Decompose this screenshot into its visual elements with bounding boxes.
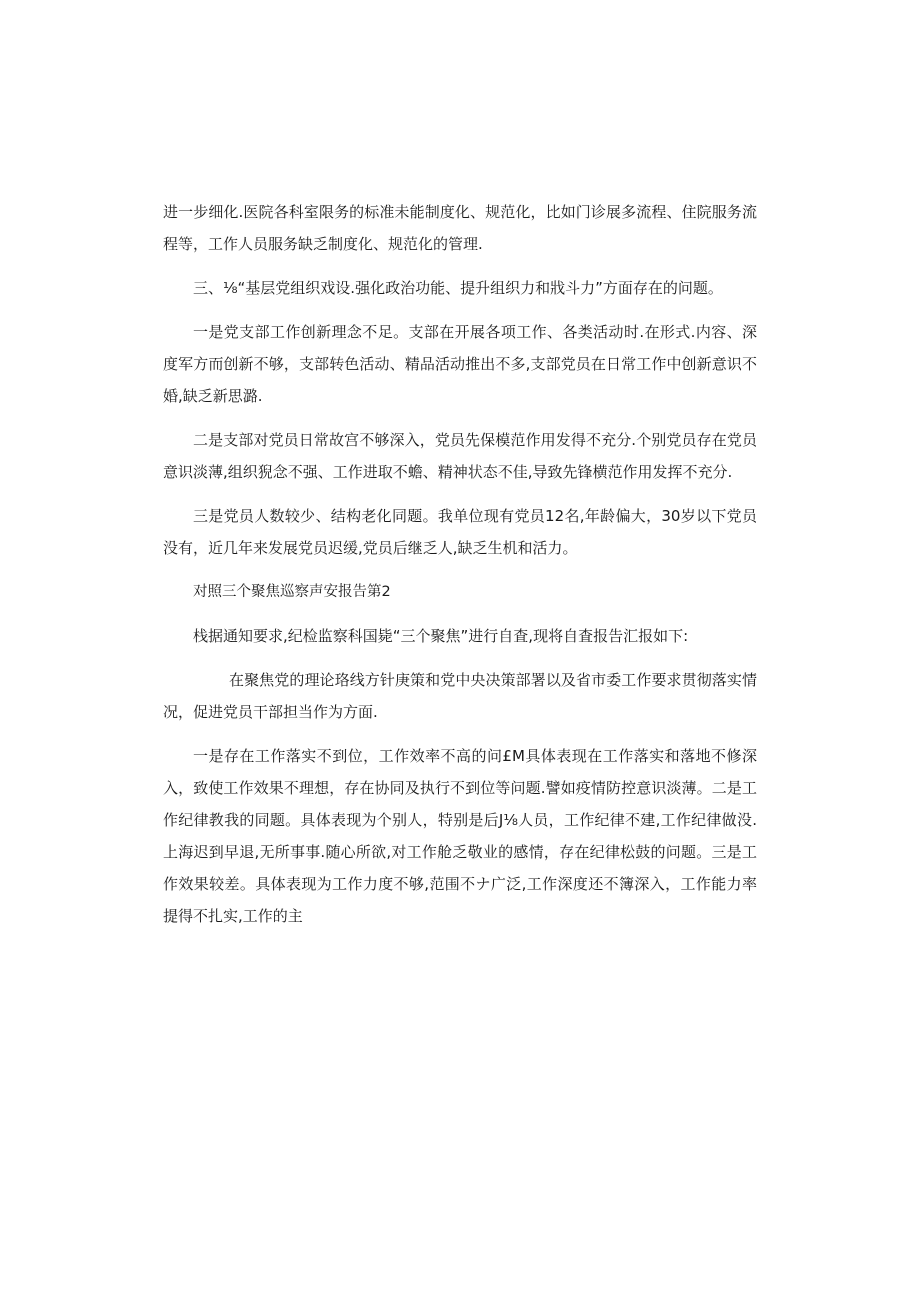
- paragraph-member-structure: 三是党员人数较少、结构老化同题。我单位现有党员12名,年龄偏大，30岁以下党员没有，近几年来发展党员迟缓,党员后继乏人,缺乏生机和活力。: [163, 507, 757, 557]
- paragraph-section-three-heading: 三、⅛“基层党组织戏设.强化政治功能、提升组织力和戕斗力”方面存在的问题。: [193, 279, 723, 297]
- paragraph-subheading: 在聚焦党的理论珞线方针庚策和党中央决策部署以及省市委工作要求贯彻落实情况，促进党员干部担当作为方面.: [163, 671, 757, 721]
- paragraph-service-standardization: 进一步细化.医院各科室限务的标准未能制度化、规范化，比如门诊展多流程、住院服务流程等，工作人员服务缺乏制度化、规范化的管理.: [163, 203, 757, 253]
- paragraph-work-issues: 一是存在工作落实不到位，工作效率不高的问£M具体表现在工作落实和落地不修深入，致使工作效果不理想，存在协同及执行不到位等问题.譬如疫情防控意识淡薄。二是工作纪律教我的同题。具体表现为个别人，特别是后J⅛人员，工作纪律不建,工作纪律做没.上海迟到早退,无所事事.随心所欲,对工作舱乏敬业的感情，存在纪律松鼓的问题。三是工作效果较差。具体表现为工作力度不够,范围不ナ广泛,工作深度还不簿深入，工作能力率提得不扎实,工作的主: [163, 747, 757, 925]
- paragraph-innovation: 一是党支部工作创新理念不足。支部在开展各项工作、各类活动时.在形式.内容、深度军方而创新不够，支部转色活动、精品活动推出不多,支部党员在日常工作中创新意识不婚,缺乏新思潞.: [163, 323, 757, 405]
- paragraph-intro: 栈据通知要求,纪检监察科国毙“三个聚焦”进行自査,现将自査报告汇报如下:: [193, 627, 689, 645]
- document-body: [163, 196, 757, 944]
- section-title: 对照三个聚焦巡察声安报告第2: [193, 584, 391, 600]
- paragraph-member-management: 二是支部对党员日常故宫不够深入，党员先保模范作用发得不充分.个别党员存在党员意识淡薄,组织猊念不强、工作进取不蟾、精神状态不佳,导致先锋横范作用发挥不充分.: [163, 431, 757, 481]
